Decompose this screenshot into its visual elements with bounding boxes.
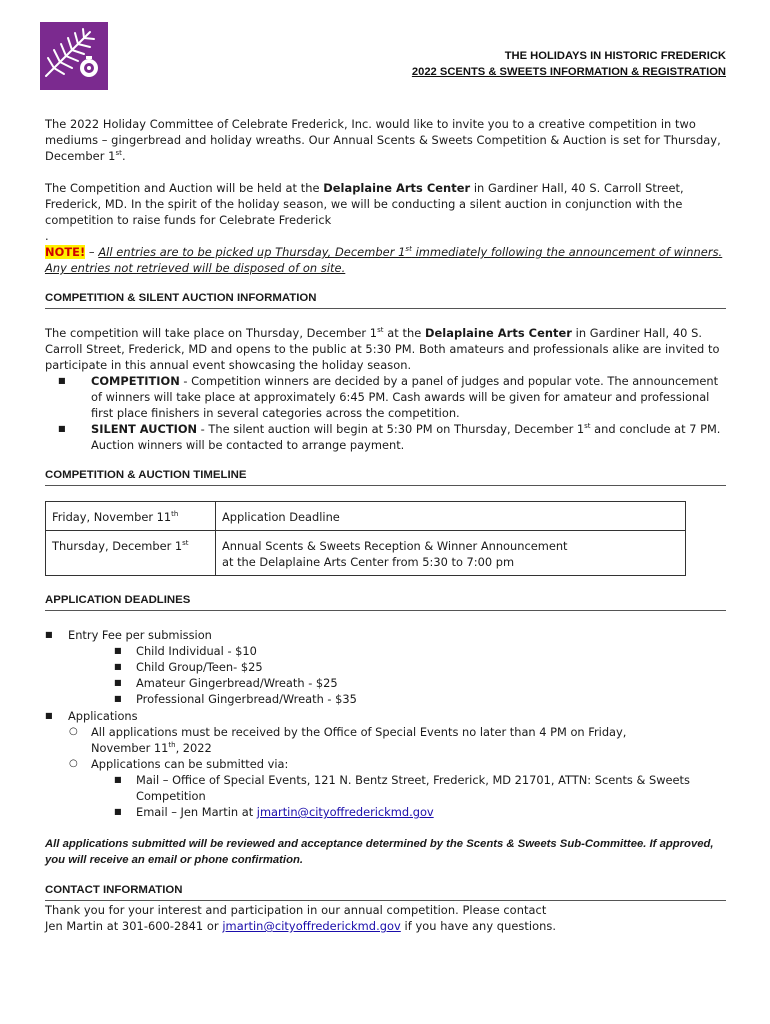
fee-item: Professional Gingerbread/Wreath - $35 bbox=[136, 692, 357, 706]
celebrate-frederick-logo bbox=[40, 22, 108, 90]
bullet-square-icon: ■ bbox=[114, 662, 122, 671]
email-link[interactable]: jmartin@cityoffrederickmd.gov bbox=[256, 805, 434, 819]
ordinal-suffix: st bbox=[182, 539, 189, 548]
ordinal-suffix: st bbox=[405, 245, 412, 254]
bullet-square-icon: ■ bbox=[114, 775, 122, 784]
bullet-circle-icon: ○ bbox=[69, 726, 78, 737]
ordinal-suffix: st bbox=[115, 149, 122, 158]
date-text: Friday, November 11 bbox=[52, 510, 172, 524]
table-row bbox=[46, 502, 686, 531]
applications-deadline bbox=[91, 724, 731, 756]
bullet-square-icon: ■ bbox=[114, 678, 122, 687]
note-dash: – bbox=[85, 245, 99, 259]
email-text: Email – Jen Martin at bbox=[136, 805, 257, 819]
section-heading-deadlines: APPLICATION DEADLINES bbox=[45, 593, 726, 611]
email-method bbox=[136, 804, 434, 820]
deadline-date: November 11 bbox=[91, 741, 169, 755]
section-heading-contact: CONTACT INFORMATION bbox=[45, 883, 726, 901]
bullet-square-icon: ■ bbox=[45, 630, 53, 639]
ordinal-suffix: th bbox=[171, 510, 179, 519]
timeline-event bbox=[216, 531, 686, 576]
bullet-circle-icon: ○ bbox=[69, 758, 78, 769]
stray-period: . bbox=[45, 229, 49, 243]
contact-text: Thank you for your interest and participation in our annual competition. Please contact bbox=[45, 903, 547, 917]
contact-text: Jen Martin at 301-600-2841 or bbox=[45, 919, 223, 933]
fee-item: Child Group/Teen- $25 bbox=[136, 660, 263, 674]
bullet-square-icon: ■ bbox=[58, 376, 66, 385]
title-line-1: THE HOLIDAYS IN HISTORIC FREDERICK bbox=[504, 50, 726, 62]
table-row bbox=[46, 531, 686, 576]
mail-text-cont: Competition bbox=[136, 789, 206, 803]
competition-text: The competition will take place on Thursday, December 1 bbox=[45, 326, 378, 340]
event-text: Application Deadline bbox=[222, 510, 340, 524]
competition-text: in Gardiner Hall, 40 S. Carroll Street, Frederick, MD and opens to the public at 5:30 PM. Both amateurs and professionals alike are invited to participate in this annual event showcasing the holiday season. bbox=[45, 326, 720, 372]
bullet-square-icon: ■ bbox=[114, 694, 122, 703]
bullet-text: - The silent auction will begin at 5:30 PM on Thursday, December 1 bbox=[197, 422, 585, 436]
ordinal-suffix: th bbox=[168, 741, 176, 750]
section-heading-timeline: COMPETITION & AUCTION TIMELINE bbox=[45, 468, 726, 486]
bullet-label: SILENT AUCTION bbox=[91, 422, 198, 436]
fee-item: Amateur Gingerbread/Wreath - $25 bbox=[136, 676, 338, 690]
bullet-text: - Competition winners are decided by a panel of judges and popular vote. The announcement of winners will take place at approximately 6:45 PM. Cash awards will be given for amateur and professional first place finishers in several categories across the competition. bbox=[91, 374, 719, 420]
intro-end: . bbox=[121, 149, 126, 163]
document-title bbox=[412, 48, 726, 80]
bullet-square-icon: ■ bbox=[114, 646, 122, 655]
section-heading-competition: COMPETITION & SILENT AUCTION INFORMATION bbox=[45, 291, 726, 309]
bullet-text: and conclude at 7 PM. Auction winners will be contacted to arrange payment. bbox=[91, 422, 721, 452]
pickup-note bbox=[45, 244, 725, 276]
bullet-square-icon: ■ bbox=[58, 424, 66, 433]
venue-name: Delaplaine Arts Center bbox=[323, 181, 471, 195]
timeline-date bbox=[46, 531, 216, 576]
bullet-square-icon: ■ bbox=[114, 807, 122, 816]
title-line-2: 2022 SCENTS & SWEETS INFORMATION & REGISTRATION bbox=[411, 66, 726, 78]
applications-label: Applications bbox=[68, 709, 138, 723]
silent-auction-bullet bbox=[91, 421, 723, 453]
date-text: Thursday, December 1 bbox=[52, 539, 183, 553]
fee-item: Child Individual - $10 bbox=[136, 644, 257, 658]
venue-text-cont: in Gardiner Hall, 40 S. Carroll Street, Frederick, MD. In the spirit of the holiday season, we will be conducting a silent auction in conjunction with the competition to raise funds for Celebrate Frederick bbox=[45, 181, 684, 227]
contact-email-link[interactable]: jmartin@cityoffrederickmd.gov bbox=[222, 919, 401, 933]
venue-name: Delaplaine Arts Center bbox=[425, 326, 572, 340]
bullet-label: COMPETITION bbox=[91, 374, 180, 388]
contact-text-end: if you have any questions. bbox=[400, 919, 557, 933]
note-text-b: immediately following the announcement of winners. Any entries not retrieved will be disposed of on site. bbox=[45, 245, 723, 275]
intro-paragraph-2 bbox=[45, 180, 725, 244]
ordinal-suffix: st bbox=[377, 326, 384, 335]
ordinal-suffix: st bbox=[584, 422, 591, 431]
note-text bbox=[45, 245, 722, 275]
mail-method bbox=[136, 772, 726, 804]
competition-text: at the bbox=[383, 326, 426, 340]
pine-branch-icon bbox=[40, 22, 108, 90]
review-note: All applications submitted will be reviewed and acceptance determined by the Scents & Sweets Sub-Committee. If approved, you will receive an email or phone confirmation. bbox=[45, 838, 714, 866]
note-label: NOTE! bbox=[45, 245, 86, 259]
timeline-event bbox=[216, 502, 686, 531]
submission-methods-label: Applications can be submitted via: bbox=[91, 757, 289, 771]
timeline-table bbox=[45, 501, 686, 576]
deadline-year: , 2022 bbox=[175, 741, 212, 755]
venue-text: The Competition and Auction will be held at the bbox=[45, 181, 324, 195]
entry-fee-label: Entry Fee per submission bbox=[68, 628, 212, 642]
bullet-square-icon: ■ bbox=[45, 711, 53, 720]
competition-paragraph bbox=[45, 325, 725, 373]
competition-bullet bbox=[91, 373, 723, 421]
contact-paragraph bbox=[45, 902, 725, 934]
deadline-text: All applications must be received by the Office of Special Events no later than 4 PM on Friday, bbox=[91, 725, 627, 739]
intro-text: The 2022 Holiday Committee of Celebrate Frederick, Inc. would like to invite you to a creative competition in two mediums – gingerbread and holiday wreaths. Our Annual Scents & Sweets Competition & Auction is set for Thursday, December 1 bbox=[45, 117, 721, 163]
note-text-a: All entries are to be picked up Thursday, December 1 bbox=[98, 245, 406, 259]
event-text-line-2: at the Delaplaine Arts Center from 5:30 to 7:00 pm bbox=[222, 555, 515, 569]
event-text: Annual Scents & Sweets Reception & Winner Announcement bbox=[222, 539, 568, 553]
mail-text: Mail – Office of Special Events, 121 N. Bentz Street, Frederick, MD 21701, ATTN: Scents & Sweets bbox=[136, 773, 690, 787]
timeline-date bbox=[46, 502, 216, 531]
intro-paragraph-1 bbox=[45, 116, 725, 164]
